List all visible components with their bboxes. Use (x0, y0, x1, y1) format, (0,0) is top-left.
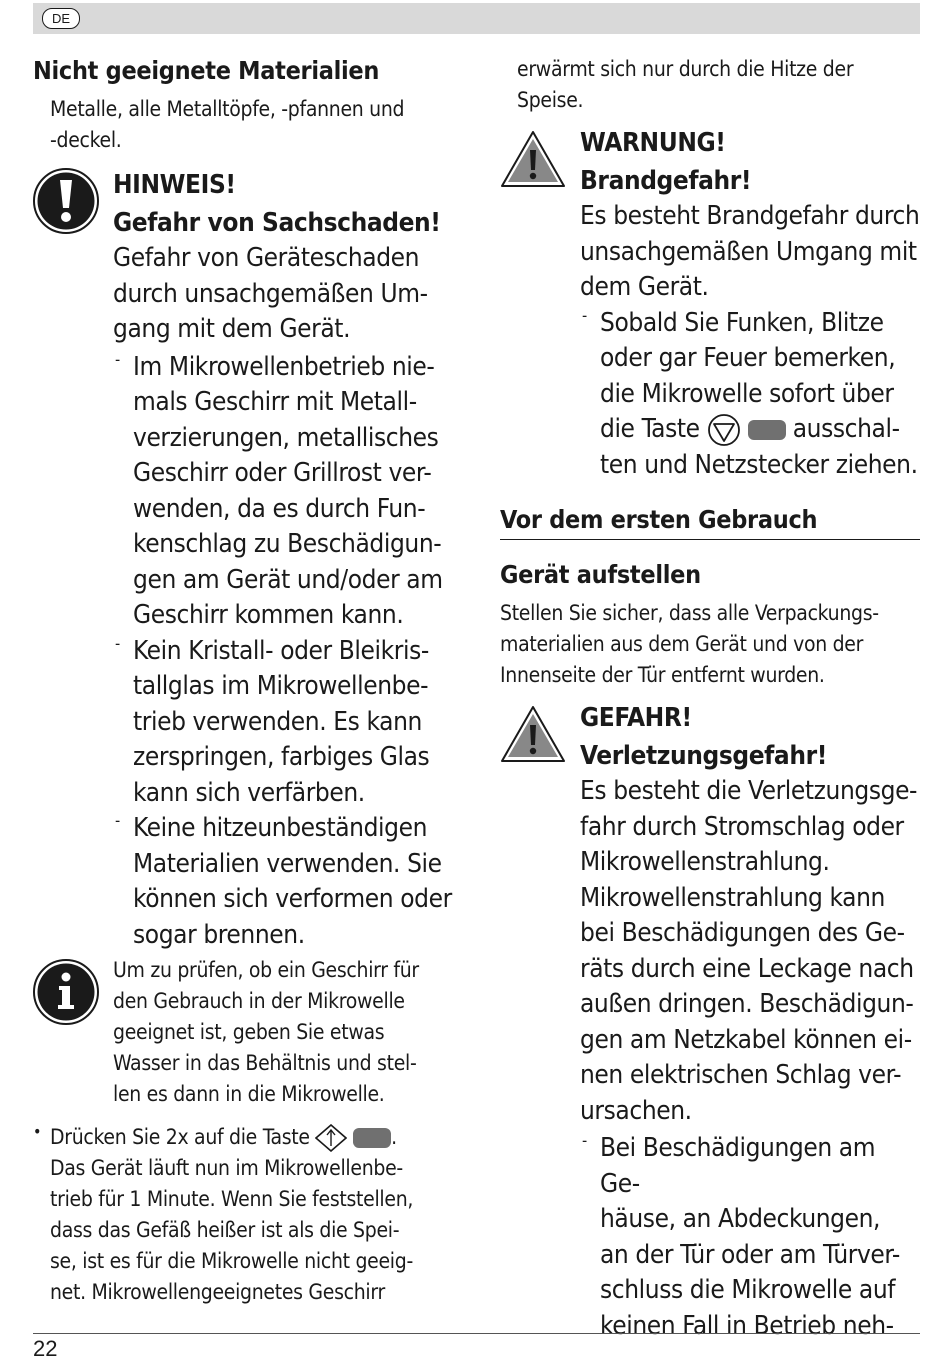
danger-label: GEFAHR! (580, 703, 692, 733)
continuation-text: erwärmt sich nur durch die Hitze der Speise. (517, 57, 854, 112)
section-title-unsuitable-materials: Nicht geeignete Materialien (33, 56, 380, 85)
info-circle-icon (33, 959, 99, 1025)
stop-pill-icon (748, 420, 786, 440)
start-diamond-icon (315, 1124, 347, 1152)
setup-text: Stellen Sie sicher, dass alle Verpackungs- materialien aus dem Gerät und von der Innenseite der Tür entfernt wurden. (500, 601, 879, 687)
warning-label: WARNUNG! (580, 128, 726, 158)
list-item: - Keine hitzeunbeständigen Materialien verwenden. Sie können sich verformen oder sogar brennen. (133, 811, 453, 953)
left-column (33, 52, 453, 1308)
list-item: - Kein Kristall- oder Bleikris- tallglas im Mikrowellenbe- trieb verwenden. Es kann zerspringen, farbiges Glas kann sich verfärben. (133, 634, 453, 812)
danger-triangle-icon (500, 705, 566, 763)
info-block: Um zu prüfen, ob ein Geschirr für den Gebrauch in der Mikrowelle geeignet ist, geben Sie etwas Wasser in das Behältnis und stel- len es dann in die Mikrowelle. (33, 955, 453, 1110)
notice-block: HINWEIS! Gefahr von Sachschaden! Gefahr von Geräteschaden durch unsachgemäßen Um- gang mit dem Gerät. - Im Mikrowellenbetrieb nie- mals Geschirr mit Metall- verzierungen, metallisches Geschirr oder Grillrost ver- wenden, da es durch Fun- kenschlag zu Beschädigun- gen am Gerät und/oder am Geschirr kommen kann. - Kein Kristall- oder Bleikris- tallglas im Mikrowellenbe- trieb verwenden. Es kann zerspringen, farbiges Glas kann sich verfärben. - Keine hitzeunbeständigen Materialien verwenden. Sie können sich verformen oder sogar brennen. (33, 168, 453, 953)
right-column (500, 52, 920, 1344)
warning-subtitle: Brandgefahr! (580, 165, 752, 196)
warning-list (580, 306, 920, 484)
notice-label: HINWEIS! (113, 170, 236, 200)
exclamation-circle-icon (33, 168, 99, 234)
materials-text: Metalle, alle Metalltöpfe, -pfannen und -deckel. (50, 97, 405, 152)
danger-list (580, 1131, 920, 1344)
list-item: - Sobald Sie Funken, Blitze oder gar Feuer bemerken, die Mikrowelle sofort über die Taste ausschal- ten und Netzstecker ziehen. (600, 306, 920, 484)
footer-divider (33, 1333, 920, 1334)
warning-triangle-icon (500, 130, 566, 188)
header-bar (33, 3, 920, 34)
notice-list (113, 350, 453, 954)
danger-block: GEFAHR! Verletzungsgefahr! Es besteht die Verletzungsge- fahr durch Stromschlag oder Mikrowellenstrahlung. Mikrowellenstrahlung kann bei Beschädigungen des Ge- räts durch eine Leckage nach außen dringen. Beschädigun- gen am Netzkabel können ei- nen elektrischen Schlag ver- ursachen. - Bei Beschädigungen am Ge- häuse, an Abdeckungen, an der Tür oder am Türver- schluss die Mikrowelle auf keinen Fall in Betrieb neh- (500, 701, 920, 1344)
list-item: - Bei Beschädigungen am Ge- häuse, an Abdeckungen, an der Tür oder am Türver- schluss die Mikrowelle auf keinen Fall in Betrieb neh- (600, 1131, 920, 1344)
step-instruction: • Drücken Sie 2x auf die Taste . Das Gerät läuft nun im Mikrowellenbe- trieb für 1 Minute. Wenn Sie feststellen, dass das Gefäß heißer ist als die Spei- se, ist es für die Mikrowelle nicht geeig- net. Mikrowellengeeignetes Geschirr (33, 1122, 453, 1308)
warning-block: WARNUNG! Brandgefahr! Es besteht Brandgefahr durch unsachgemäßen Umgang mit dem Gerät. - Sobald Sie Funken, Blitze oder gar Feuer bemerken, die Mikrowelle sofort über die Taste ausschal- ten und Netzstecker ziehen. (500, 126, 920, 483)
notice-subtitle: Gefahr von Sachschaden! (113, 207, 441, 238)
stop-button-icon (707, 414, 741, 446)
list-item: - Im Mikrowellenbetrieb nie- mals Geschirr mit Metall- verzierungen, metallisches Geschirr oder Grillrost ver- wenden, da es durch Fun- kenschlag zu Beschädigun- gen am Gerät und/oder am Geschirr kommen kann. (133, 350, 453, 634)
section-heading-first-use: Vor dem ersten Gebrauch (500, 501, 920, 540)
page-number: 22 (33, 1336, 58, 1361)
danger-subtitle: Verletzungsgefahr! (580, 740, 827, 771)
subsection-heading-setup: Gerät aufstellen (500, 560, 701, 589)
language-badge: DE (42, 8, 80, 29)
start-button-icon (353, 1128, 391, 1148)
